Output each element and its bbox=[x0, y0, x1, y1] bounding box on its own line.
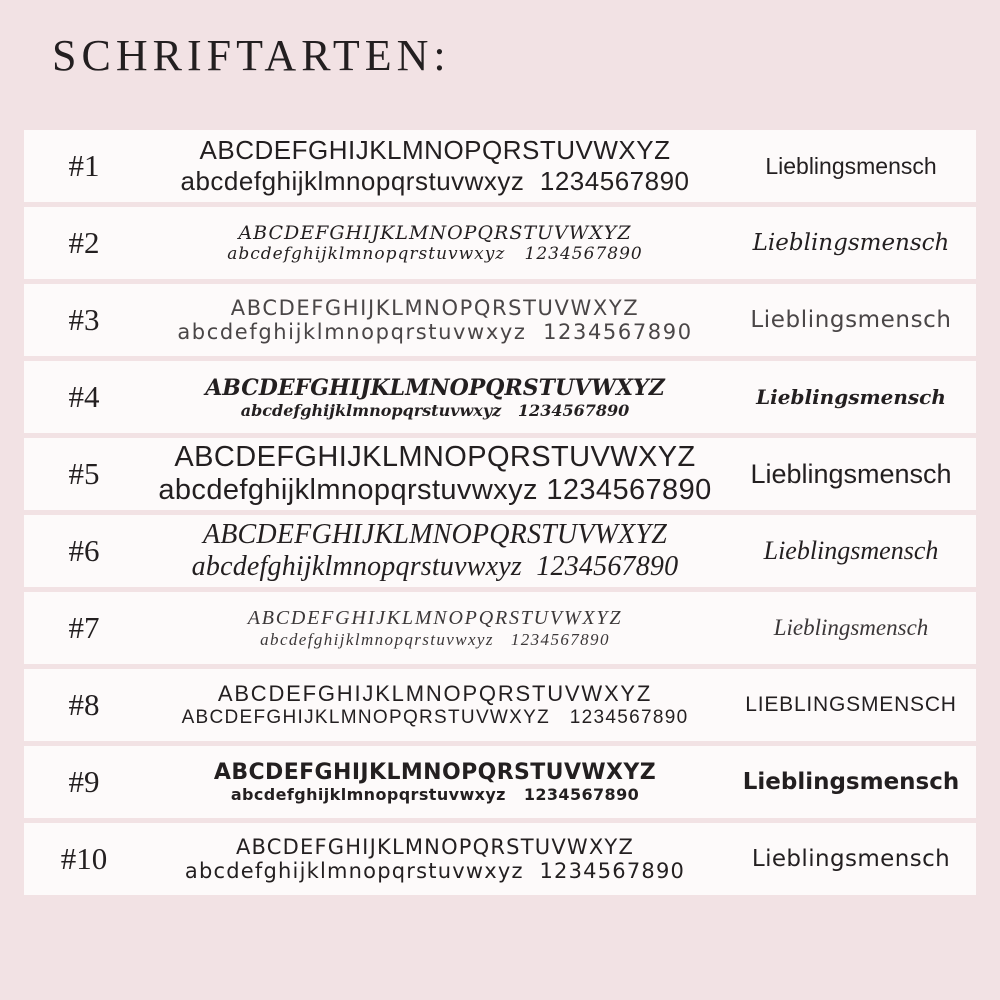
sample-uppercase: ABCDEFGHIJKLMNOPQRSTUVWXYZ bbox=[238, 222, 632, 244]
sample-uppercase: ABCDEFGHIJKLMNOPQRSTUVWXYZ bbox=[235, 835, 635, 859]
sample-lowercase-digits: abcdefghijklmnopqrstuvwxyz 1234567890 bbox=[227, 244, 643, 264]
font-word-preview: Lieblingsmensch bbox=[773, 615, 929, 640]
sample-uppercase: ABCDEFGHIJKLMNOPQRSTUVWXYZ bbox=[230, 296, 640, 320]
font-word-preview: Lieblingsmensch bbox=[751, 846, 951, 872]
font-sample bbox=[144, 519, 726, 583]
list-item[interactable] bbox=[24, 746, 976, 818]
sample-uppercase: ABCDEFGHIJKLMNOPQRSTUVWXYZ bbox=[202, 519, 668, 550]
sample-lowercase-digits: abcdefghijklmnopqrstuvwxyz 1234567890 bbox=[260, 629, 610, 649]
font-word-preview: LIEBLINGSMENSCH bbox=[745, 693, 957, 716]
sample-uppercase: ABCDEFGHIJKLMNOPQRSTUVWXYZ bbox=[217, 681, 653, 706]
font-sample bbox=[144, 760, 726, 804]
sample-lowercase-digits: abcdefghijklmnopqrstuvwxyz 1234567890 bbox=[240, 400, 630, 420]
list-item[interactable] bbox=[24, 207, 976, 279]
font-word-preview: Lieblingsmensch bbox=[752, 230, 950, 256]
font-number: #9 bbox=[68, 764, 100, 799]
font-number: #1 bbox=[68, 148, 100, 183]
sample-lowercase-digits: abcdefghijklmnopqrstuvwxyz 1234567890 bbox=[180, 166, 690, 196]
sample-uppercase: ABCDEFGHIJKLMNOPQRSTUVWXYZ bbox=[247, 606, 623, 629]
list-item[interactable] bbox=[24, 823, 976, 895]
font-word-preview: Lieblingsmensch bbox=[742, 769, 960, 795]
sample-uppercase: ABCDEFGHIJKLMNOPQRSTUVWXYZ bbox=[213, 760, 657, 785]
sample-uppercase: ABCDEFGHIJKLMNOPQRSTUVWXYZ bbox=[174, 441, 696, 473]
font-sample bbox=[144, 135, 726, 197]
sample-lowercase-digits: abcdefghijklmnopqrstuvwxyz 1234567890 bbox=[191, 551, 679, 582]
font-sample bbox=[144, 296, 726, 344]
sample-lowercase-digits: ABCDEFGHIJKLMNOPQRSTUVWXYZ 1234567890 bbox=[181, 707, 689, 728]
font-number: #4 bbox=[68, 379, 100, 414]
sample-lowercase-digits: abcdefghijklmnopqrstuvwxyz 1234567890 bbox=[230, 785, 640, 804]
font-number: #6 bbox=[68, 533, 100, 568]
page-title: SCHRIFTARTEN: bbox=[52, 31, 451, 80]
sample-uppercase: ABCDEFGHIJKLMNOPQRSTUVWXYZ bbox=[205, 374, 665, 401]
list-item[interactable] bbox=[24, 130, 976, 202]
font-word-preview: Lieblingsmensch bbox=[763, 536, 939, 565]
font-sample bbox=[144, 835, 726, 883]
font-word-preview: Lieblingsmensch bbox=[750, 307, 952, 333]
font-sample bbox=[144, 441, 726, 507]
font-number: #7 bbox=[68, 610, 100, 645]
list-item[interactable] bbox=[24, 592, 976, 664]
font-number: #2 bbox=[68, 225, 100, 260]
sample-lowercase-digits: abcdefghijklmnopqrstuvwxyz 1234567890 bbox=[158, 474, 712, 506]
font-sample bbox=[144, 681, 726, 729]
font-sample bbox=[144, 375, 726, 420]
font-sample bbox=[144, 607, 726, 650]
sample-uppercase: ABCDEFGHIJKLMNOPQRSTUVWXYZ bbox=[199, 135, 671, 165]
list-item[interactable] bbox=[24, 438, 976, 510]
font-list bbox=[24, 130, 976, 900]
list-item[interactable] bbox=[24, 669, 976, 741]
sample-lowercase-digits: abcdefghijklmnopqrstuvwxyz 1234567890 bbox=[184, 859, 686, 883]
list-item[interactable] bbox=[24, 515, 976, 587]
font-number: #3 bbox=[68, 302, 100, 337]
font-number: #8 bbox=[68, 687, 100, 722]
font-word-preview: Lieblingsmensch bbox=[750, 458, 952, 489]
list-item[interactable] bbox=[24, 284, 976, 356]
list-item[interactable] bbox=[24, 361, 976, 433]
font-number: #10 bbox=[60, 841, 108, 876]
font-sample bbox=[144, 222, 726, 264]
font-word-preview: Lieblingsmensch bbox=[756, 385, 946, 409]
sample-lowercase-digits: abcdefghijklmnopqrstuvwxyz 1234567890 bbox=[177, 320, 693, 344]
font-number: #5 bbox=[68, 456, 100, 491]
font-word-preview: Lieblingsmensch bbox=[765, 152, 937, 179]
